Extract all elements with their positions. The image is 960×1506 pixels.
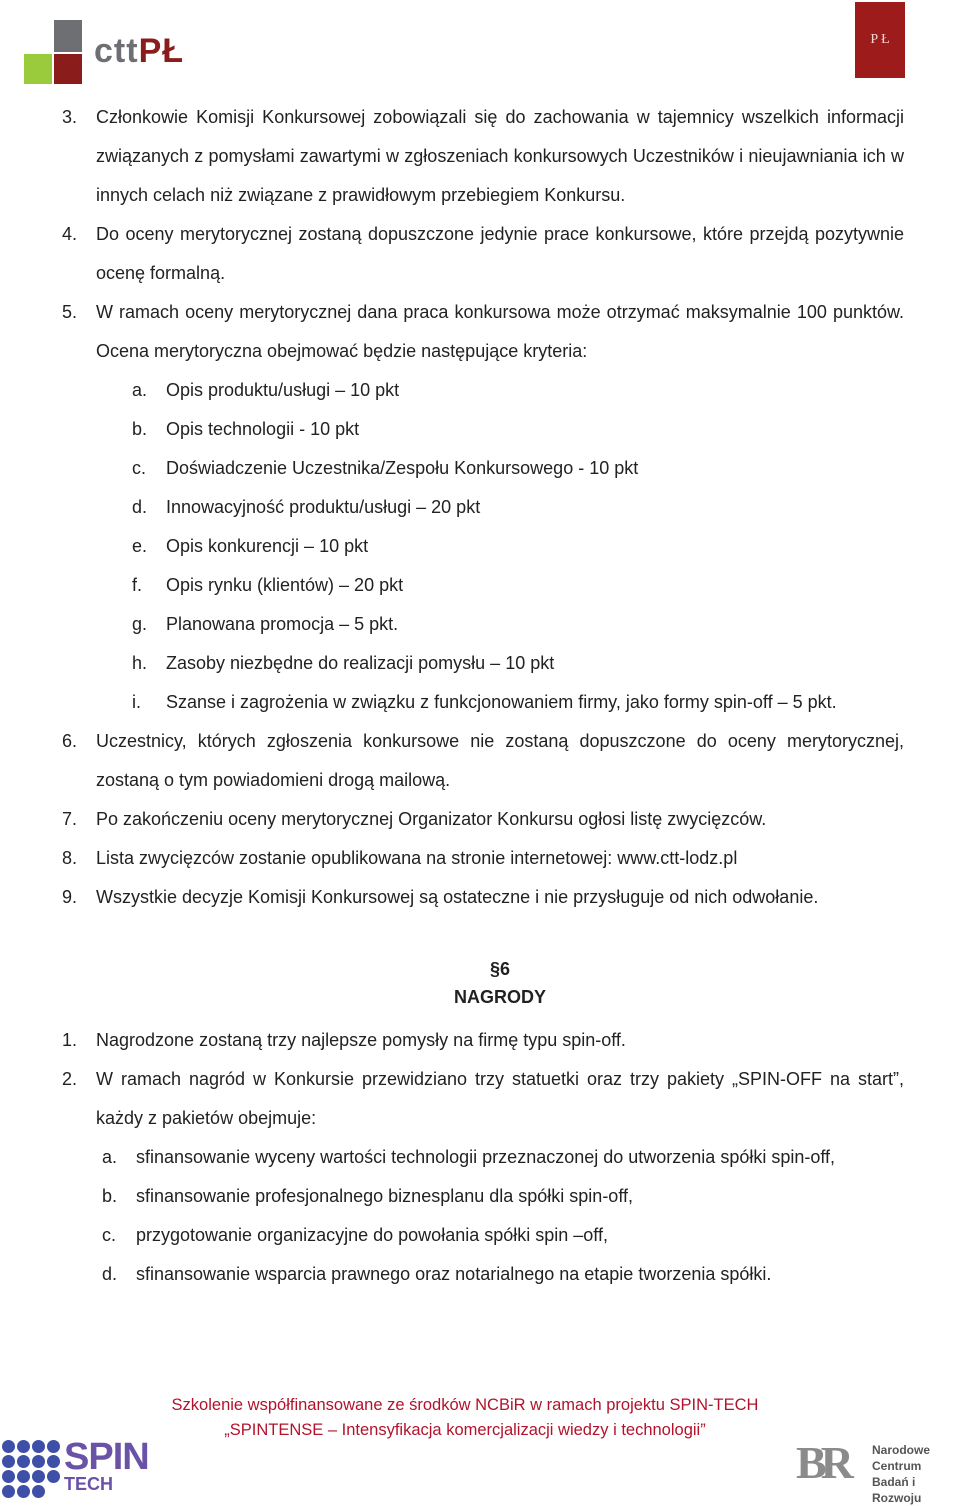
award-sub-letter: d. — [102, 1264, 118, 1284]
tech-word: TECH — [64, 1474, 113, 1494]
logo-text: cttPŁ — [94, 32, 185, 70]
criterion-text: Doświadczenie Uczestnika/Zespołu Konkursowego - 10 pkt — [166, 458, 639, 478]
logo-squares-icon — [24, 20, 86, 86]
list-item — [62, 722, 904, 800]
award-sub-item — [102, 1216, 904, 1255]
award-sub-text: sfinansowanie wyceny wartości technologii przeznaczonej do utworzenia spółki spin-off, — [136, 1147, 836, 1167]
list-number: 6. — [62, 731, 78, 751]
list-number: 5. — [62, 302, 78, 322]
award-text: W ramach nagród w Konkursie przewidziano trzy statuetki oraz trzy pakiety „SPIN-OFF na start”, każdy z pakietów obejmuje: — [96, 1069, 904, 1128]
section-sign: §6 — [489, 959, 511, 979]
award-sub-text: sfinansowanie profesjonalnego biznesplanu dla spółki spin-off, — [136, 1186, 633, 1206]
award-item — [62, 1021, 904, 1060]
award-sub-text: sfinansowanie wsparcia prawnego oraz notarialnego na etapie tworzenia spółki. — [136, 1264, 772, 1284]
criterion-text: Opis konkurencji – 10 pkt — [166, 536, 369, 556]
footer-line-1: Szkolenie współfinansowane ze środków NCBiR w ramach projektu SPIN-TECH — [171, 1396, 759, 1414]
criterion-text: Opis produktu/usługi – 10 pkt — [166, 380, 400, 400]
criterion-letter: i. — [132, 692, 141, 712]
list-item — [62, 215, 904, 293]
section-title: NAGRODY — [453, 987, 546, 1007]
ncbr-mark-icon: BR — [796, 1437, 848, 1488]
list-number: 9. — [62, 887, 78, 907]
award-sub-letter: a. — [102, 1147, 118, 1167]
criterion-item — [132, 410, 904, 449]
criterion-item — [132, 488, 904, 527]
dots-icon — [2, 1440, 60, 1498]
criterion-letter: d. — [132, 497, 148, 517]
list-item — [62, 839, 904, 878]
award-sub-letter: c. — [102, 1225, 117, 1245]
criterion-text: Szanse i zagrożenia w związku z funkcjonowaniem firmy, jako formy spin-off – 5 pkt. — [166, 692, 837, 712]
list-number: 8. — [62, 848, 78, 868]
award-number: 1. — [62, 1030, 78, 1050]
criterion-item — [132, 566, 904, 605]
criterion-item — [132, 371, 904, 410]
list-item — [62, 878, 904, 917]
criterion-item — [132, 449, 904, 488]
award-sub-item — [102, 1138, 904, 1177]
list-number: 4. — [62, 224, 78, 244]
ncbr-text: Narodowe Centrum Badań i Rozwoju — [872, 1443, 931, 1505]
award-sub-item — [102, 1255, 904, 1294]
criterion-text: Zasoby niezbędne do realizacji pomysłu – 10 pkt — [166, 653, 555, 673]
award-sub-item — [102, 1177, 904, 1216]
criterion-item — [132, 683, 904, 722]
award-number: 2. — [62, 1069, 78, 1089]
list-item — [62, 293, 904, 371]
list-text: W ramach oceny merytorycznej dana praca konkursowa może otrzymać maksymalnie 100 punktów. Ocena merytoryczna obejmować będzie następujące kryteria: — [96, 302, 904, 361]
list-text: Uczestnicy, których zgłoszenia konkursowe nie zostaną dopuszczone do oceny merytorycznej, zostaną o tym powiadomieni drogą mailową. — [96, 731, 904, 790]
spin-tech-logo — [2, 1436, 149, 1498]
list-number: 3. — [62, 107, 78, 127]
criterion-text: Opis technologii - 10 pkt — [166, 419, 360, 439]
criterion-item — [132, 527, 904, 566]
criterion-letter: a. — [132, 380, 148, 400]
criterion-letter: c. — [132, 458, 147, 478]
list-text: Wszystkie decyzje Komisji Konkursowej są ostateczne i nie przysługuje od nich odwołanie. — [96, 887, 819, 907]
criterion-letter: f. — [132, 575, 143, 595]
list-text: Do oceny merytorycznej zostaną dopuszczone jedynie prace konkursowe, które przejdą pozytywnie ocenę formalną. — [96, 224, 904, 283]
spin-word: SPIN — [64, 1436, 149, 1478]
list-text: Członkowie Komisji Konkursowej zobowiązali się do zachowania w tajemnicy wszelkich informacji związanych z pomysłami zawartymi w zgłoszeniach konkursowych Uczestników i nieujawniania ich w innych celach niż związane z prawidłowym przebiegiem Konkursu. — [96, 107, 904, 205]
award-sub-text: przygotowanie organizacyjne do powołania spółki spin –off, — [136, 1225, 608, 1245]
criterion-letter: h. — [132, 653, 148, 673]
criterion-letter: g. — [132, 614, 148, 634]
ncbr-logo — [796, 1436, 960, 1505]
criterion-text: Planowana promocja – 5 pkt. — [166, 614, 399, 634]
list-text: Po zakończeniu oceny merytorycznej Organizator Konkursu ogłosi listę zwycięzców. — [96, 809, 767, 829]
award-sub-letter: b. — [102, 1186, 118, 1206]
award-text: Nagrodzone zostaną trzy najlepsze pomysły na firmę typu spin-off. — [96, 1030, 626, 1050]
list-item — [62, 98, 904, 215]
list-text: Lista zwycięzców zostanie opublikowana na stronie internetowej: www.ctt-lodz.pl — [96, 848, 738, 868]
criterion-letter: e. — [132, 536, 148, 556]
criterion-item — [132, 644, 904, 683]
list-item — [62, 800, 904, 839]
criterion-text: Opis rynku (klientów) – 20 pkt — [166, 575, 404, 595]
criterion-item — [132, 605, 904, 644]
university-seal-icon: P Ł — [855, 2, 905, 78]
list-number: 7. — [62, 809, 78, 829]
criterion-letter: b. — [132, 419, 148, 439]
footer-line-2: „SPINTENSE – Intensyfikacja komercjalizacji wiedzy i technologii” — [224, 1421, 706, 1439]
criterion-text: Innowacyjność produktu/usługi – 20 pkt — [166, 497, 481, 517]
document-body — [62, 98, 904, 1294]
award-item — [62, 1060, 904, 1138]
